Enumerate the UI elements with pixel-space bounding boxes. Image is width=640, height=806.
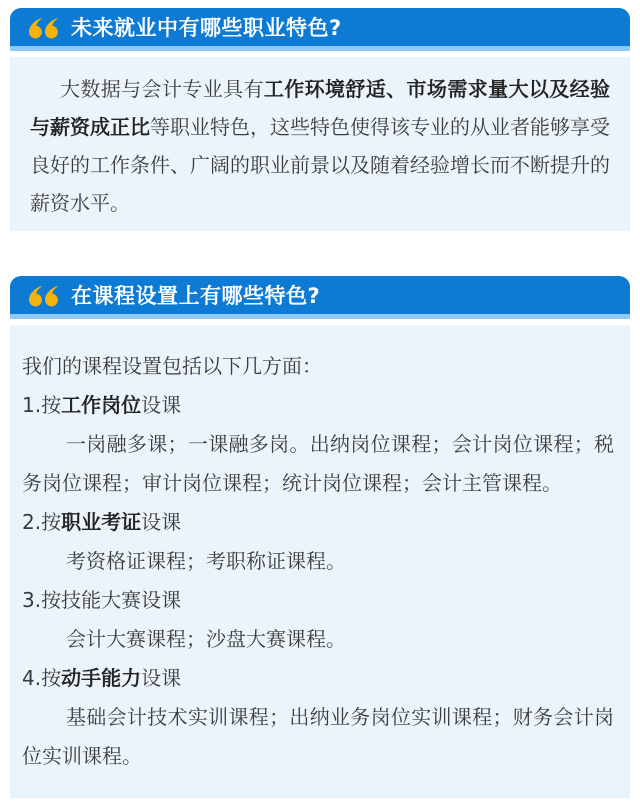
paragraph bbox=[22, 698, 614, 776]
paragraph bbox=[22, 620, 614, 659]
card-header bbox=[10, 276, 630, 314]
card-body bbox=[10, 325, 630, 798]
faq-card-employment bbox=[10, 8, 630, 231]
text-run: 1.按 bbox=[22, 393, 62, 417]
bold-text-run: 职业考证 bbox=[61, 510, 142, 534]
text-run: 3.按技能大赛设课 bbox=[22, 588, 182, 612]
card-title: 在课程设置上有哪些特色? bbox=[71, 284, 321, 308]
card-body bbox=[10, 57, 630, 231]
text-run: 会计大赛课程；沙盘大赛课程。 bbox=[66, 627, 346, 651]
text-run: 一岗融多课；一课融多岗。出纳岗位课程；会计岗位课程；税务岗位课程；审计岗位课程；统计岗位课程；会计主管课程。 bbox=[22, 432, 614, 495]
text-run: 4.按 bbox=[22, 666, 62, 690]
paragraph bbox=[22, 659, 614, 698]
paragraph bbox=[22, 542, 614, 581]
text-run: 我们的课程设置包括以下几方面： bbox=[22, 354, 322, 378]
quote-icon bbox=[28, 17, 59, 39]
card-title: 未来就业中有哪些职业特色? bbox=[71, 16, 342, 40]
header-accent-strip bbox=[10, 314, 630, 319]
faq-card-curriculum bbox=[10, 276, 630, 798]
card-header bbox=[10, 8, 630, 46]
bold-text-run: 工作岗位 bbox=[61, 393, 142, 417]
text-run: 基础会计技术实训课程；出纳业务岗位实训课程；财务会计岗位实训课程。 bbox=[22, 705, 614, 768]
bold-text-run: 工作环境舒适、市场需求量大以及经验与薪资成正比 bbox=[30, 77, 611, 139]
text-run: 设课 bbox=[141, 510, 182, 534]
header-accent-strip bbox=[10, 46, 630, 51]
text-run: 考资格证课程；考职称证课程。 bbox=[66, 549, 346, 573]
text-run: 设课 bbox=[141, 393, 182, 417]
quote-icon bbox=[28, 285, 59, 307]
paragraph bbox=[22, 386, 614, 425]
paragraph bbox=[30, 70, 610, 222]
text-run: 2.按 bbox=[22, 510, 62, 534]
text-run: 等职业特色，这些特色使得该专业的从业者能够享受良好的工作条件、广阔的职业前景以及随着经验增长而不断提升的薪资水平。 bbox=[30, 115, 610, 215]
paragraph bbox=[22, 581, 614, 620]
text-run: 大数据与会计专业具有 bbox=[60, 77, 264, 101]
text-run: 设课 bbox=[141, 666, 182, 690]
paragraph bbox=[22, 425, 614, 503]
paragraph bbox=[22, 503, 614, 542]
bold-text-run: 动手能力 bbox=[61, 666, 142, 690]
paragraph bbox=[22, 347, 614, 386]
